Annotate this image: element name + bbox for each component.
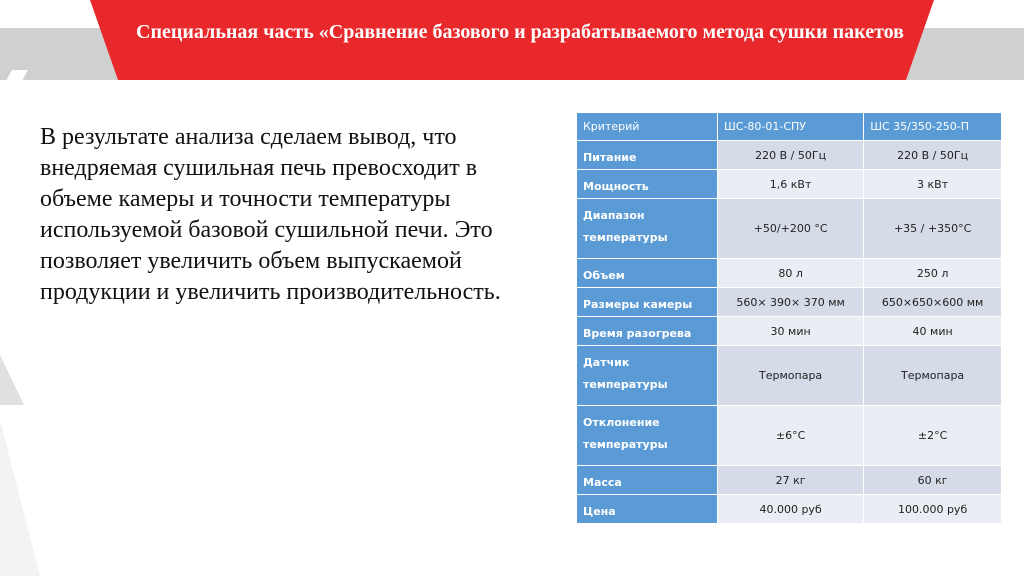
value-b-cell: Термопара	[864, 346, 1002, 406]
left-gray-triangle	[0, 355, 24, 405]
criterion-cell: Диапазон температуры	[577, 199, 718, 259]
value-b-cell: 220 В / 50Гц	[864, 141, 1002, 170]
value-b-cell: ±2°С	[864, 406, 1002, 466]
table-row	[577, 495, 1002, 524]
criterion-cell: Питание	[577, 141, 718, 170]
table-row	[577, 141, 1002, 170]
value-b-cell: 650×650×600 мм	[864, 288, 1002, 317]
value-a-cell: ±6°С	[718, 406, 864, 466]
criterion-cell: Масса	[577, 466, 718, 495]
table-row	[577, 259, 1002, 288]
table-row	[577, 406, 1002, 466]
criterion-cell: Размеры камеры	[577, 288, 718, 317]
criterion-cell: Мощность	[577, 170, 718, 199]
criterion-cell: Цена	[577, 495, 718, 524]
table-row	[577, 170, 1002, 199]
value-b-cell: 3 кВт	[864, 170, 1002, 199]
table-row	[577, 346, 1002, 406]
table-row	[577, 466, 1002, 495]
value-a-cell: +50/+200 °С	[718, 199, 864, 259]
value-b-cell: 100.000 руб	[864, 495, 1002, 524]
value-a-cell: 80 л	[718, 259, 864, 288]
value-a-cell: 1,6 кВт	[718, 170, 864, 199]
criterion-cell: Объем	[577, 259, 718, 288]
table-row	[577, 199, 1002, 259]
criterion-cell: Время разогрева	[577, 317, 718, 346]
value-a-cell: Термопара	[718, 346, 864, 406]
value-a-cell: 27 кг	[718, 466, 864, 495]
table-header-row	[577, 113, 1002, 141]
comparison-table	[576, 112, 1002, 524]
criterion-cell: Отклонение температуры	[577, 406, 718, 466]
conclusion-text: В результате анализа сделаем вывод, что внедряемая сушильная печь превосходит в объеме камеры и точности температуры используемой базовой сушильной печи. Это позволяет увеличить объем выпускаемой продукции и увеличить производительность.	[40, 124, 501, 305]
value-b-cell: +35 / +350°С	[864, 199, 1002, 259]
bottom-left-shade	[0, 420, 40, 576]
value-a-cell: 40.000 руб	[718, 495, 864, 524]
criterion-cell: Датчик температуры	[577, 346, 718, 406]
value-a-cell: 560× 390× 370 мм	[718, 288, 864, 317]
table-row	[577, 317, 1002, 346]
value-a-cell: 220 В / 50Гц	[718, 141, 864, 170]
value-b-cell: 250 л	[864, 259, 1002, 288]
value-a-cell: 30 мин	[718, 317, 864, 346]
header-model-b: ШС 35/350-250-П	[864, 113, 1002, 141]
slide-title: Специальная часть «Сравнение базового и разрабатываемого метода сушки пакетов статора»	[136, 21, 904, 95]
value-b-cell: 60 кг	[864, 466, 1002, 495]
value-b-cell: 40 мин	[864, 317, 1002, 346]
table-row	[577, 288, 1002, 317]
header-model-a: ШС-80-01-СПУ	[718, 113, 864, 141]
header-criterion: Критерий	[577, 113, 718, 141]
